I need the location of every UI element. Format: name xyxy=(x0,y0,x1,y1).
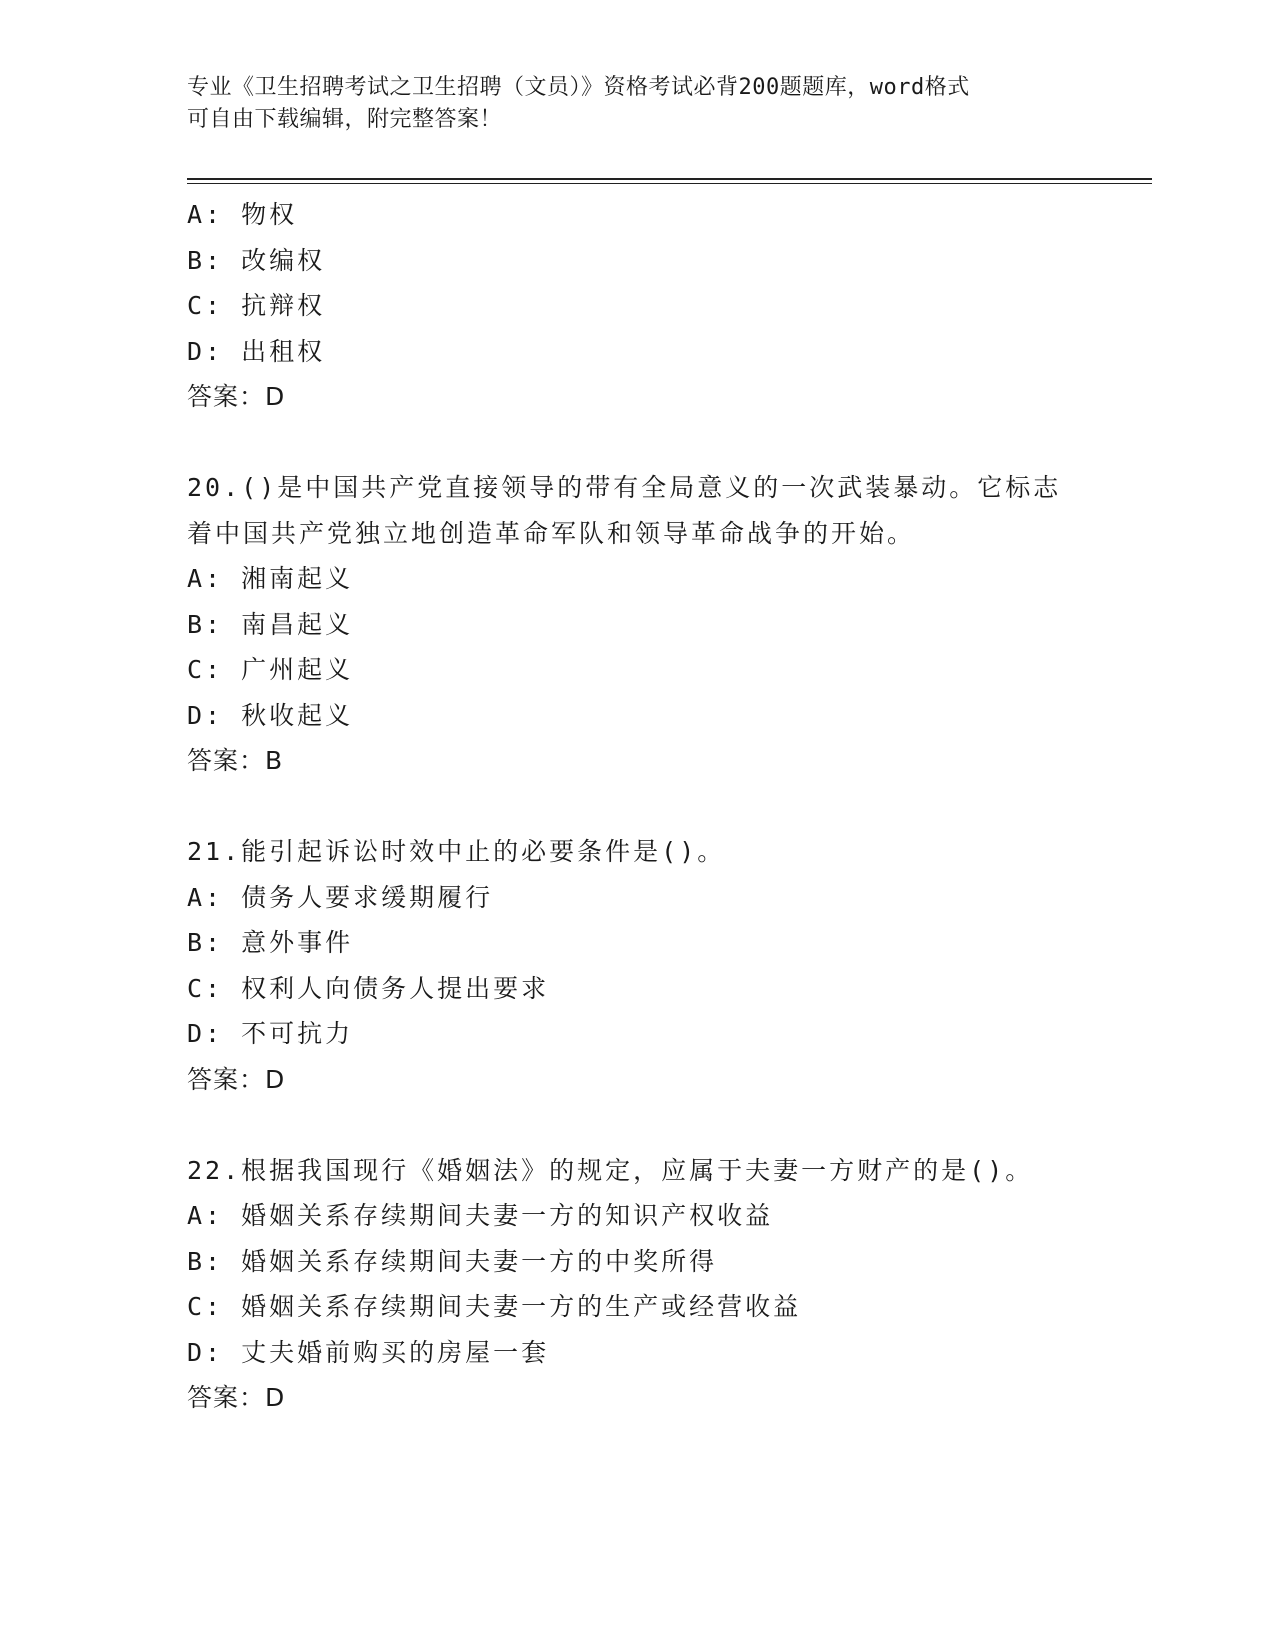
question-text: 20.()是中国共产党直接领导的带有全局意义的一次武装暴动。它标志着中国共产党独立地创造革命军队和领导革命战争的开始。 xyxy=(187,473,1062,548)
question-text: 21.能引起诉讼时效中止的必要条件是()。 xyxy=(187,837,726,866)
question-block-20 xyxy=(187,465,1087,784)
option-b: B: 南昌起义 xyxy=(187,609,354,639)
header-divider-thick xyxy=(187,178,1152,180)
answer-line: 答案：B xyxy=(187,746,284,775)
answer-line: 答案：D xyxy=(187,382,286,411)
option-b: B: 改编权 xyxy=(187,245,326,275)
option-a: A: 婚姻关系存续期间夫妻一方的知识产权收益 xyxy=(187,1201,774,1230)
header-title-line-1: 专业《卫生招聘考试之卫生招聘（文员）》资格考试必背200题题库，word格式 xyxy=(187,75,970,100)
option-c: C: 婚姻关系存续期间夫妻一方的生产或经营收益 xyxy=(187,1292,802,1321)
question-block-19 xyxy=(187,192,1087,420)
option-d: D: 丈夫婚前购买的房屋一套 xyxy=(187,1337,550,1367)
header-title-line-2: 可自由下载编辑，附完整答案！ xyxy=(187,107,503,132)
option-d: D: 不可抗力 xyxy=(187,1019,354,1048)
option-b: B: 婚姻关系存续期间夫妻一方的中奖所得 xyxy=(187,1246,718,1276)
answer-line: 答案：D xyxy=(187,1383,286,1412)
question-text: 22.根据我国现行《婚姻法》的规定，应属于夫妻一方财产的是()。 xyxy=(187,1155,1034,1185)
document-header xyxy=(187,72,1067,136)
option-c: C: 权利人向债务人提出要求 xyxy=(187,973,550,1003)
option-a: A: 物权 xyxy=(187,200,298,229)
option-c: C: 抗辩权 xyxy=(187,291,326,320)
option-a: A: 湘南起义 xyxy=(187,564,354,593)
header-divider-thin xyxy=(187,183,1152,184)
option-d: D: 秋收起义 xyxy=(187,700,354,730)
question-block-22 xyxy=(187,1148,1087,1421)
option-c: C: 广州起义 xyxy=(187,655,354,684)
option-a: A: 债务人要求缓期履行 xyxy=(187,882,494,912)
answer-line: 答案：D xyxy=(187,1064,286,1094)
option-d: D: 出租权 xyxy=(187,336,326,366)
question-block-21 xyxy=(187,829,1087,1102)
option-b: B: 意外事件 xyxy=(187,928,354,957)
question-list xyxy=(187,192,1087,1421)
